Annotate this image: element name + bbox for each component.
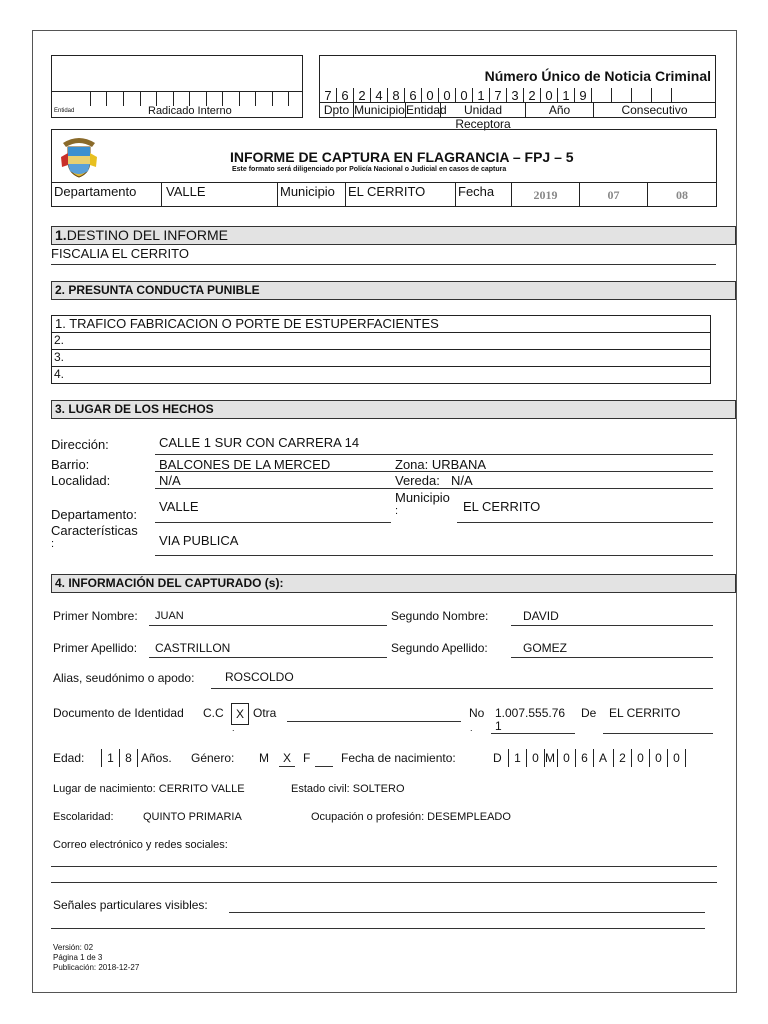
section-capturado-header: 4. INFORMACIÓN DEL CAPTURADO (s): (51, 574, 736, 593)
localidad-value: N/A (159, 473, 181, 488)
municipio-label: Municipio (278, 182, 346, 206)
barrio-value: BALCONES DE LA MERCED (159, 457, 331, 472)
mes-boxes (557, 749, 594, 767)
nunc-title: Número Único de Noticia Criminal (484, 68, 711, 84)
direccion-value: CALLE 1 SUR CON CARRERA 14 (159, 435, 360, 450)
anio-label: Año (526, 103, 594, 117)
section-1-title: DESTINO DEL INFORME (66, 227, 228, 243)
primer-nombre-label: Primer Nombre: (53, 609, 138, 623)
edad-digit-1: 1 (101, 749, 120, 767)
nunc-digit (672, 88, 693, 102)
footer-publicacion: Publicación: 2018-12-27 (53, 963, 140, 972)
edad-label: Edad: (53, 751, 85, 765)
anio-digit-2: 0 (632, 749, 650, 767)
report-subtitle: Este formato será diligenciado por Policía Nacional o Judicial en casos de captura (232, 166, 507, 173)
documento-label: Documento de Identidad (53, 706, 184, 720)
municipio-lugar-colon: : (395, 505, 399, 517)
anio-nac-label: A (599, 751, 608, 765)
departamento-lugar-value: VALLE (159, 499, 199, 514)
nunc-digits (320, 88, 715, 102)
caracteristicas-value: VIA PUBLICA (159, 533, 239, 548)
no-label: No (469, 706, 485, 720)
municipio-sub-label: Municipio (354, 103, 405, 117)
conducta-row-3: 3. (54, 350, 65, 364)
section-1-number: 1. (55, 227, 67, 243)
report-title-box (51, 129, 717, 207)
estado-civil: Estado civil: SOLTERO (291, 783, 405, 795)
entidad-label: Entidad (54, 108, 75, 114)
otra-label: Otra (253, 706, 277, 720)
section-conducta-header: 2. PRESUNTA CONDUCTA PUNIBLE (51, 281, 736, 300)
direccion-label: Dirección: (51, 437, 109, 452)
m-label: M (259, 751, 269, 765)
nunc-digit: 7 (320, 88, 337, 102)
nunc-digit: 0 (541, 88, 558, 102)
departamento-value: VALLE (162, 182, 278, 206)
nunc-digit: 0 (456, 88, 473, 102)
segundo-nombre-label: Segundo Nombre: (391, 609, 489, 623)
nunc-digit (632, 88, 652, 102)
nunc-digit: 1 (473, 88, 490, 102)
nunc-digit: 0 (439, 88, 456, 102)
segundo-nombre-value: DAVID (523, 609, 559, 623)
f-label: F (303, 751, 311, 765)
lugar-nacimiento: Lugar de nacimiento: CERRITO VALLE (53, 783, 245, 795)
edad-digit-2: 8 (120, 749, 138, 767)
unidad-label: Unidad Receptora (441, 103, 526, 117)
nunc-digit: 6 (405, 88, 422, 102)
fecha-mes: 07 (580, 182, 648, 206)
dia-digit-1: 1 (508, 749, 527, 767)
section-destino-header (51, 226, 736, 245)
anio-digit-4: 0 (668, 749, 686, 767)
no-value-line2: 1 (495, 719, 502, 733)
escolaridad-label: Escolaridad: (53, 811, 114, 823)
conducta-row-4: 4. (54, 367, 65, 381)
departamento-label: Departamento (52, 182, 162, 206)
genero-label: Género: (191, 751, 235, 765)
dpto-label: Dpto (320, 103, 354, 117)
nunc-digit: 8 (388, 88, 405, 102)
segundo-apellido-value: GOMEZ (523, 641, 567, 655)
nunc-digit: 9 (575, 88, 592, 102)
entidad-sub-label: Entidad (406, 103, 447, 117)
zona-value: Zona: URBANA (395, 457, 487, 472)
radicado-label: Radicado Interno (148, 105, 232, 117)
alias-label: Alias, seudónimo o apodo: (53, 671, 195, 685)
vereda-value: N/A (451, 473, 473, 488)
de-label: De (581, 706, 597, 720)
form-page (32, 30, 737, 993)
nunc-digit: 3 (507, 88, 524, 102)
footer-version: Versión: 02 (53, 943, 94, 952)
municipio-value: EL CERRITO (346, 182, 456, 206)
radicado-box (51, 55, 303, 118)
section-lugar-header: 3. LUGAR DE LOS HECHOS (51, 400, 736, 419)
nunc-digit (592, 88, 612, 102)
nunc-digit: 2 (524, 88, 541, 102)
nunc-digit: 7 (490, 88, 507, 102)
conducta-row-2: 2. (54, 333, 65, 347)
nunc-digit: 1 (558, 88, 575, 102)
genero-mark: X (283, 751, 292, 765)
caracteristicas-colon: : (51, 538, 55, 550)
cc-checkbox[interactable]: X (231, 703, 249, 725)
primer-apellido-label: Primer Apellido: (53, 641, 138, 655)
segundo-apellido-label: Segundo Apellido: (391, 641, 488, 655)
nunc-digit (612, 88, 632, 102)
nunc-sub-labels (320, 103, 715, 131)
anio-digit-3: 0 (650, 749, 668, 767)
anio-boxes (613, 749, 686, 767)
colombia-coat-of-arms-icon (60, 135, 98, 179)
fecha-label: Fecha (456, 182, 512, 206)
alias-value: ROSCOLDO (225, 670, 294, 684)
primer-nombre-value: JUAN (155, 610, 184, 622)
localidad-label: Localidad: (51, 473, 111, 488)
anios-label: Años. (141, 751, 172, 765)
fecha-nacimiento-boxes (508, 749, 545, 767)
report-title: INFORME DE CAPTURA EN FLAGRANCIA – FPJ – 5 (230, 149, 574, 165)
barrio-label: Barrio: (51, 457, 90, 472)
mes-label: M (545, 751, 555, 765)
municipio-lugar-label: Municipio (395, 490, 450, 505)
departamento-lugar-label: Departamento: (51, 507, 137, 522)
nunc-digit: 0 (422, 88, 439, 102)
conducta-table (51, 315, 711, 384)
footer-pagina: Página 1 de 3 (53, 953, 103, 962)
consecutivo-label: Consecutivo (621, 103, 688, 117)
mes-digit-2: 6 (576, 749, 594, 767)
dot-2: . (470, 723, 473, 733)
nunc-digit: 6 (337, 88, 354, 102)
dia-digit-2: 0 (527, 749, 545, 767)
fecha-anio: 2019 (512, 182, 580, 206)
anio-digit-1: 2 (613, 749, 632, 767)
fecha-nacimiento-label: Fecha de nacimiento: (341, 751, 456, 765)
nunc-box (319, 55, 716, 131)
mes-digit-1: 0 (557, 749, 576, 767)
senales-label: Señales particulares visibles: (53, 898, 208, 912)
d-label: D (493, 751, 502, 765)
destino-value: FISCALIA EL CERRITO (51, 246, 189, 261)
fecha-dia: 08 (676, 188, 688, 202)
nunc-digit (652, 88, 672, 102)
edad-boxes (101, 749, 138, 767)
no-value-line1: 1.007.555.76 (495, 706, 566, 720)
dot-1: . (232, 723, 235, 733)
conducta-row-1: 1. TRAFICO FABRICACION O PORTE DE ESTUPERFACIENTES (55, 316, 439, 331)
escolaridad-value: QUINTO PRIMARIA (143, 811, 242, 823)
correo-label: Correo electrónico y redes sociales: (53, 839, 228, 851)
primer-apellido-value: CASTRILLON (155, 641, 231, 655)
de-value: EL CERRITO (609, 706, 681, 720)
ocupacion: Ocupación o profesión: DESEMPLEADO (311, 811, 511, 823)
nunc-digit: 2 (354, 88, 371, 102)
cc-label: C.C (203, 706, 224, 720)
caracteristicas-label: Características (51, 523, 138, 538)
municipio-lugar-value: EL CERRITO (463, 499, 541, 514)
nunc-digit: 4 (371, 88, 388, 102)
vereda-label: Vereda: (395, 473, 440, 488)
